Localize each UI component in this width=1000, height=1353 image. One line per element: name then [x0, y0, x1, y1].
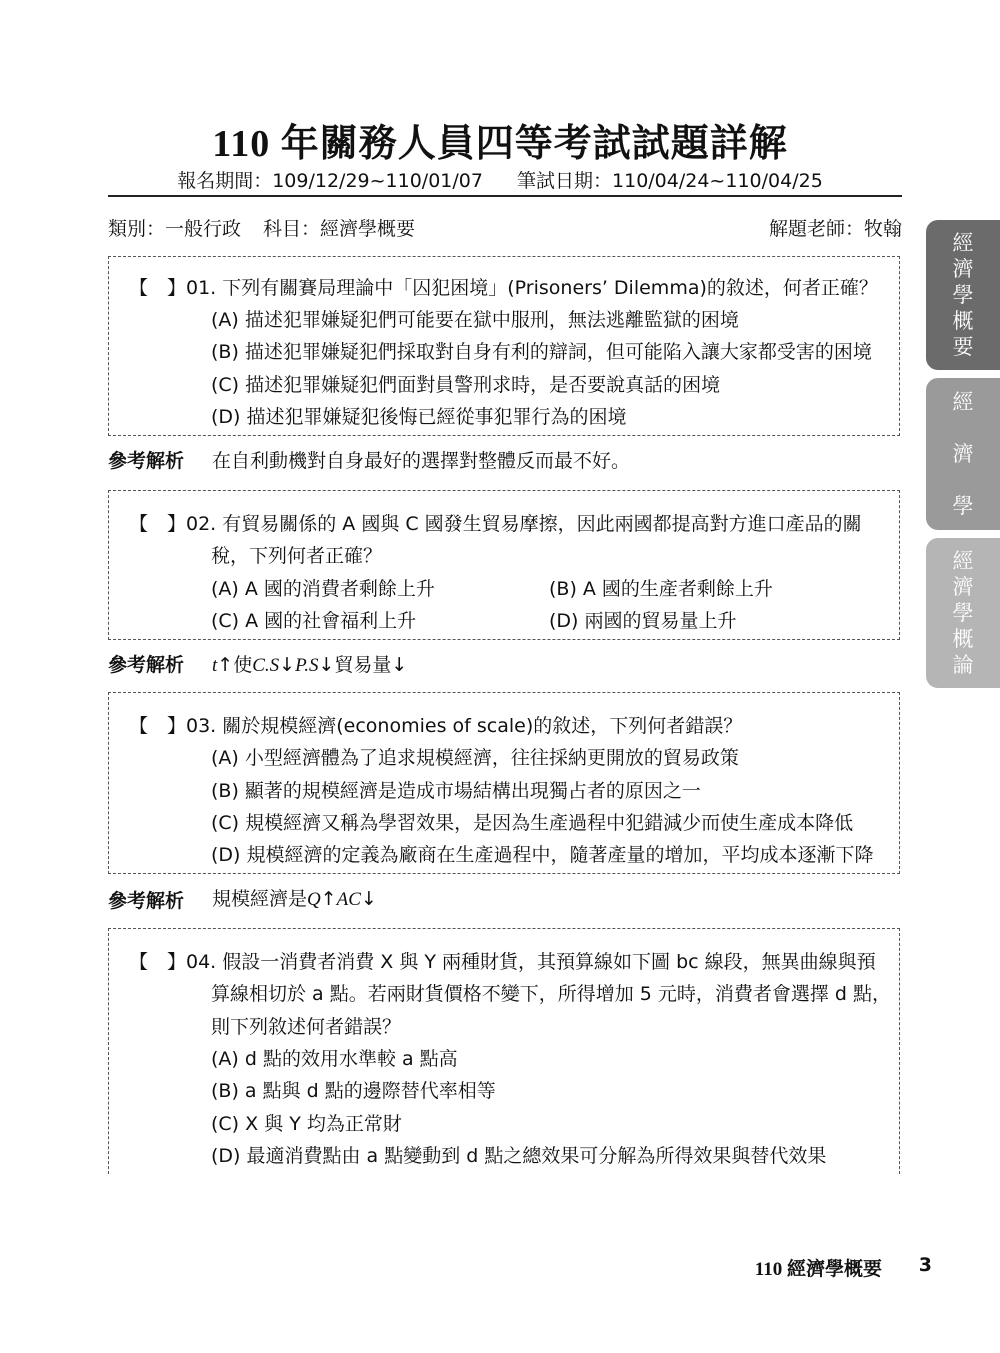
question-4-stem-line-3: 則下列敘述何者錯誤？ [211, 1016, 402, 1038]
exam-dates [0, 166, 1000, 193]
answer-2: t↑使C.S↓P.S↓貿易量↓ [212, 654, 408, 676]
question-2-option-c: (C) A 國的社會福利上升 [211, 610, 417, 632]
answer-label-2: 參考解析 [108, 654, 185, 676]
answer-label-3: 參考解析 [108, 890, 185, 912]
footer-title: 110 經濟學概要 [754, 1259, 882, 1280]
title-divider [108, 195, 902, 197]
question-2-option-a: (A) A 國的消費者剩餘上升 [211, 578, 435, 600]
question-4-stem-line-1: 【 】04. 假設一消費者消費 X 與 Y 兩種財貨，其預算線如下圖 bc 線段，無異曲線與預 [129, 951, 876, 973]
subject: 科目：經濟學概要 [263, 218, 416, 240]
side-tab-economics-overview[interactable]: 經 濟 學 概 要 [926, 220, 1000, 370]
exam-date: 筆試日期：110/04/24~110/04/25 [517, 170, 823, 192]
side-tab-economics[interactable]: 經 濟 學 [926, 378, 1000, 530]
registration-period: 報名期間：109/12/29~110/01/07 [177, 170, 483, 192]
question-1-option-a: (A) 描述犯罪嫌疑犯們可能要在獄中服刑，無法逃離監獄的困境 [211, 309, 739, 331]
answer-1: 在自利動機對自身最好的選擇對整體反而最不好。 [212, 450, 631, 472]
category: 類別：一般行政 [108, 218, 242, 240]
question-3-option-d: (D) 規模經濟的定義為廠商在生產過程中，隨著產量的增加，平均成本逐漸下降 [211, 844, 874, 866]
question-3-option-a: (A) 小型經濟體為了追求規模經濟，往往採納更開放的貿易政策 [211, 747, 739, 769]
answer-3: 規模經濟是Q↑AC↓ [212, 888, 377, 910]
answer-label-1: 參考解析 [108, 450, 185, 472]
question-2-option-d: (D) 兩國的貿易量上升 [549, 610, 737, 632]
question-4-option-d: (D) 最適消費點由 a 點變動到 d 點之總效果可分解為所得效果與替代效果 [211, 1145, 827, 1167]
page-number: 3 [918, 1254, 932, 1276]
question-4-box [108, 928, 900, 1174]
question-4-option-c: (C) X 與 Y 均為正常財 [211, 1113, 402, 1135]
question-1-box [108, 256, 900, 436]
question-1-option-d: (D) 描述犯罪嫌疑犯後悔已經從事犯罪行為的困境 [211, 406, 627, 428]
question-1-option-c: (C) 描述犯罪嫌疑犯們面對員警刑求時，是否要說真話的困境 [211, 374, 721, 396]
page-title: 110 年關務人員四等考試試題詳解 [212, 123, 788, 165]
question-2-box [108, 490, 900, 640]
question-2-stem-line-1: 【 】02. 有貿易關係的 A 國與 C 國發生貿易摩擦，因此兩國都提高對方進口產品的關 [129, 513, 862, 535]
question-4-option-b: (B) a 點與 d 點的邊際替代率相等 [211, 1080, 496, 1102]
question-4-stem-line-2: 算線相切於 a 點。若兩財貨價格不變下，所得增加 5 元時，消費者會選擇 d 點， [211, 983, 892, 1005]
question-3-box [108, 692, 900, 874]
question-2-option-b: (B) A 國的生產者剩餘上升 [549, 578, 773, 600]
question-2-stem-line-2: 稅，下列何者正確？ [211, 545, 383, 567]
question-3-stem: 【 】03. 關於規模經濟(economies of scale)的敘述，下列何者錯誤？ [129, 715, 743, 737]
side-tab-economics-theory[interactable]: 經 濟 學 概 論 [926, 538, 1000, 688]
teacher: 解題老師：牧翰 [768, 218, 902, 240]
exam-meta [108, 214, 415, 241]
question-3-option-c: (C) 規模經濟又稱為學習效果，是因為生產過程中犯錯減少而使生產成本降低 [211, 812, 854, 834]
question-4-option-a: (A) d 點的效用水準較 a 點高 [211, 1048, 458, 1070]
question-3-option-b: (B) 顯著的規模經濟是造成市場結構出現獨占者的原因之一 [211, 780, 701, 802]
question-1-option-b: (B) 描述犯罪嫌疑犯們採取對自身有利的辯詞，但可能陷入讓大家都受害的困境 [211, 341, 872, 363]
question-1-stem: 【 】01. 下列有關賽局理論中「囚犯困境」(Prisoners’ Dilemma)的敘述，何者正確？ [129, 277, 878, 299]
